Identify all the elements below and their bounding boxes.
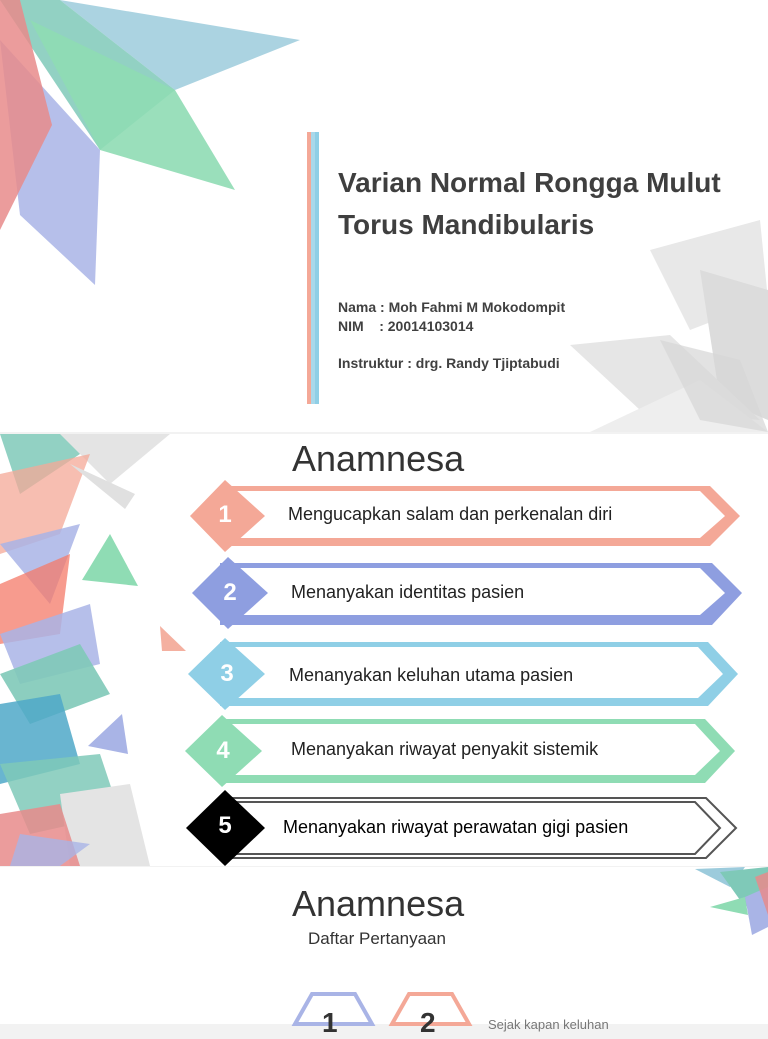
step-4-text: Menanyakan riwayat penyakit sistemik <box>291 739 599 759</box>
step-3-text: Menanyakan keluhan utama pasien <box>289 665 574 685</box>
question-list-slide <box>0 867 768 1038</box>
step-1-number: 1 <box>218 501 232 528</box>
step-2-number: 2 <box>223 579 237 606</box>
slide-heading: Anamnesa <box>292 438 465 479</box>
anamnesa-steps-slide <box>0 434 768 866</box>
step-4 <box>180 711 750 791</box>
title-slide <box>0 0 768 432</box>
hex-label-2: 2 <box>420 1007 436 1038</box>
hex-label-1: 1 <box>322 1007 338 1038</box>
question-text: Sejak kapan keluhan <box>488 1017 609 1032</box>
step-5-text: Menanyakan riwayat perawatan gigi pasien <box>283 817 629 837</box>
student-name: Nama : Moh Fahmi M Mokodompit <box>338 299 566 315</box>
step-3-number: 3 <box>220 660 234 687</box>
step-5-number: 5 <box>218 812 232 839</box>
student-id: NIM : 20014103014 <box>338 318 474 334</box>
slide-subheading: Daftar Pertanyaan <box>308 929 446 948</box>
step-5 <box>180 788 750 868</box>
step-1-text: Mengucapkan salam dan perkenalan diri <box>288 504 613 524</box>
accent-bar <box>307 132 319 404</box>
title-line-1: Varian Normal Rongga Mulut <box>338 167 721 198</box>
step-1 <box>180 476 750 556</box>
slide-heading: Anamnesa <box>292 883 465 924</box>
step-4-number: 4 <box>216 737 230 764</box>
presentation-title <box>338 162 763 246</box>
title-line-2: Torus Mandibularis <box>338 209 595 240</box>
instructor: Instruktur : drg. Randy Tjiptabudi <box>338 355 560 371</box>
decorative-shapes <box>0 434 200 866</box>
step-3 <box>180 634 750 714</box>
step-2 <box>180 553 750 633</box>
step-2-text: Menanyakan identitas pasien <box>291 582 525 602</box>
